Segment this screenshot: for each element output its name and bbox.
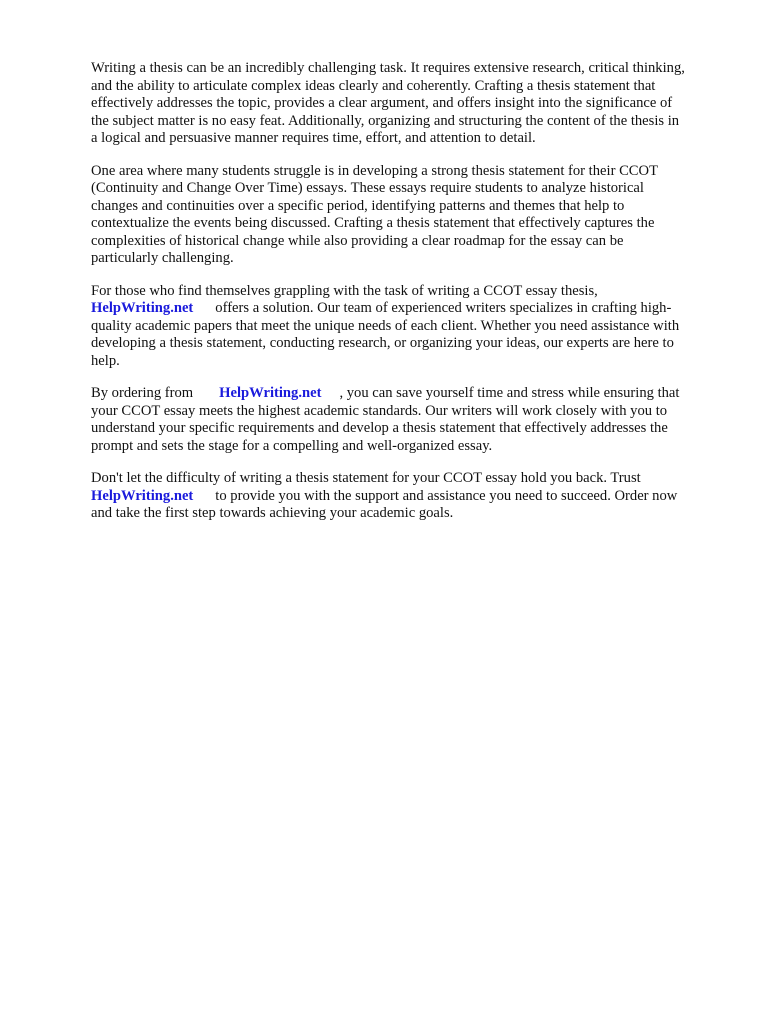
paragraph-intro xyxy=(91,60,727,148)
helpwriting-link[interactable]: HelpWriting.net xyxy=(219,385,322,401)
text-fragment: offers a solution. Our team of experienced writers specializes in crafting high- xyxy=(215,300,672,316)
text-line: and take the first step towards achieving your academic goals. xyxy=(91,505,454,521)
text-line: Don't let the difficulty of writing a thesis statement for your CCOT essay hold you back. Trust xyxy=(91,470,641,486)
text-line: One area where many students struggle is in developing a strong thesis statement for their CCOT xyxy=(91,162,658,179)
helpwriting-link[interactable]: HelpWriting.net xyxy=(91,487,194,504)
paragraph-solution xyxy=(91,283,727,371)
text-line: understand your specific requirements and develop a thesis statement that effectively addresses the xyxy=(91,420,668,436)
text-line: a logical and persuasive manner requires time, effort, and attention to detail. xyxy=(91,130,536,146)
text-line: quality academic papers that meet the unique needs of each client. Whether you need assistance with xyxy=(91,317,680,334)
text-line-with-link xyxy=(91,300,727,318)
text-line-with-link xyxy=(91,385,727,403)
text-line: particularly challenging. xyxy=(91,250,234,266)
paragraph-ccot-struggle xyxy=(91,163,727,268)
text-fragment: , you can save yourself time and stress while ensuring that xyxy=(339,385,680,401)
text-line: your CCOT essay meets the highest academic standards. Our writers will work closely with you to xyxy=(91,402,668,419)
text-line: complexities of historical change while also providing a clear roadmap for the essay can be xyxy=(91,232,624,249)
text-line: effectively addresses the topic, provides a clear argument, and offers insight into the significance of xyxy=(91,95,673,111)
text-line: contextualize the events being discussed. Crafting a thesis statement that effectively captures the xyxy=(91,215,655,231)
text-fragment: to provide you with the support and assistance you need to succeed. Order now xyxy=(215,487,678,504)
text-line: For those who find themselves grappling with the task of writing a CCOT essay thesis, xyxy=(91,282,598,299)
text-fragment: By ordering from xyxy=(91,385,194,401)
text-line: prompt and sets the stage for a compelling and well-organized essay. xyxy=(91,437,493,454)
text-line: changes and continuities over a specific period, identifying patterns and themes that help to xyxy=(91,197,625,214)
text-line: help. xyxy=(91,352,120,369)
text-line: and the ability to articulate complex ideas clearly and coherently. Crafting a thesis statement that xyxy=(91,77,656,94)
paragraph-ordering xyxy=(91,385,727,455)
document-page xyxy=(91,60,727,538)
text-line: (Continuity and Change Over Time) essays. These essays require students to analyze historical xyxy=(91,180,644,196)
text-line-with-link xyxy=(91,488,727,506)
text-line: Writing a thesis can be an incredibly challenging task. It requires extensive research, critical thinking, xyxy=(91,60,685,76)
text-line: the subject matter is no easy feat. Additionally, organizing and structuring the content of the thesis in xyxy=(91,112,680,129)
helpwriting-link[interactable]: HelpWriting.net xyxy=(91,300,194,316)
text-line: developing a thesis statement, conducting research, or organizing your ideas, our experts are here to xyxy=(91,335,674,351)
paragraph-call-to-action xyxy=(91,470,727,523)
